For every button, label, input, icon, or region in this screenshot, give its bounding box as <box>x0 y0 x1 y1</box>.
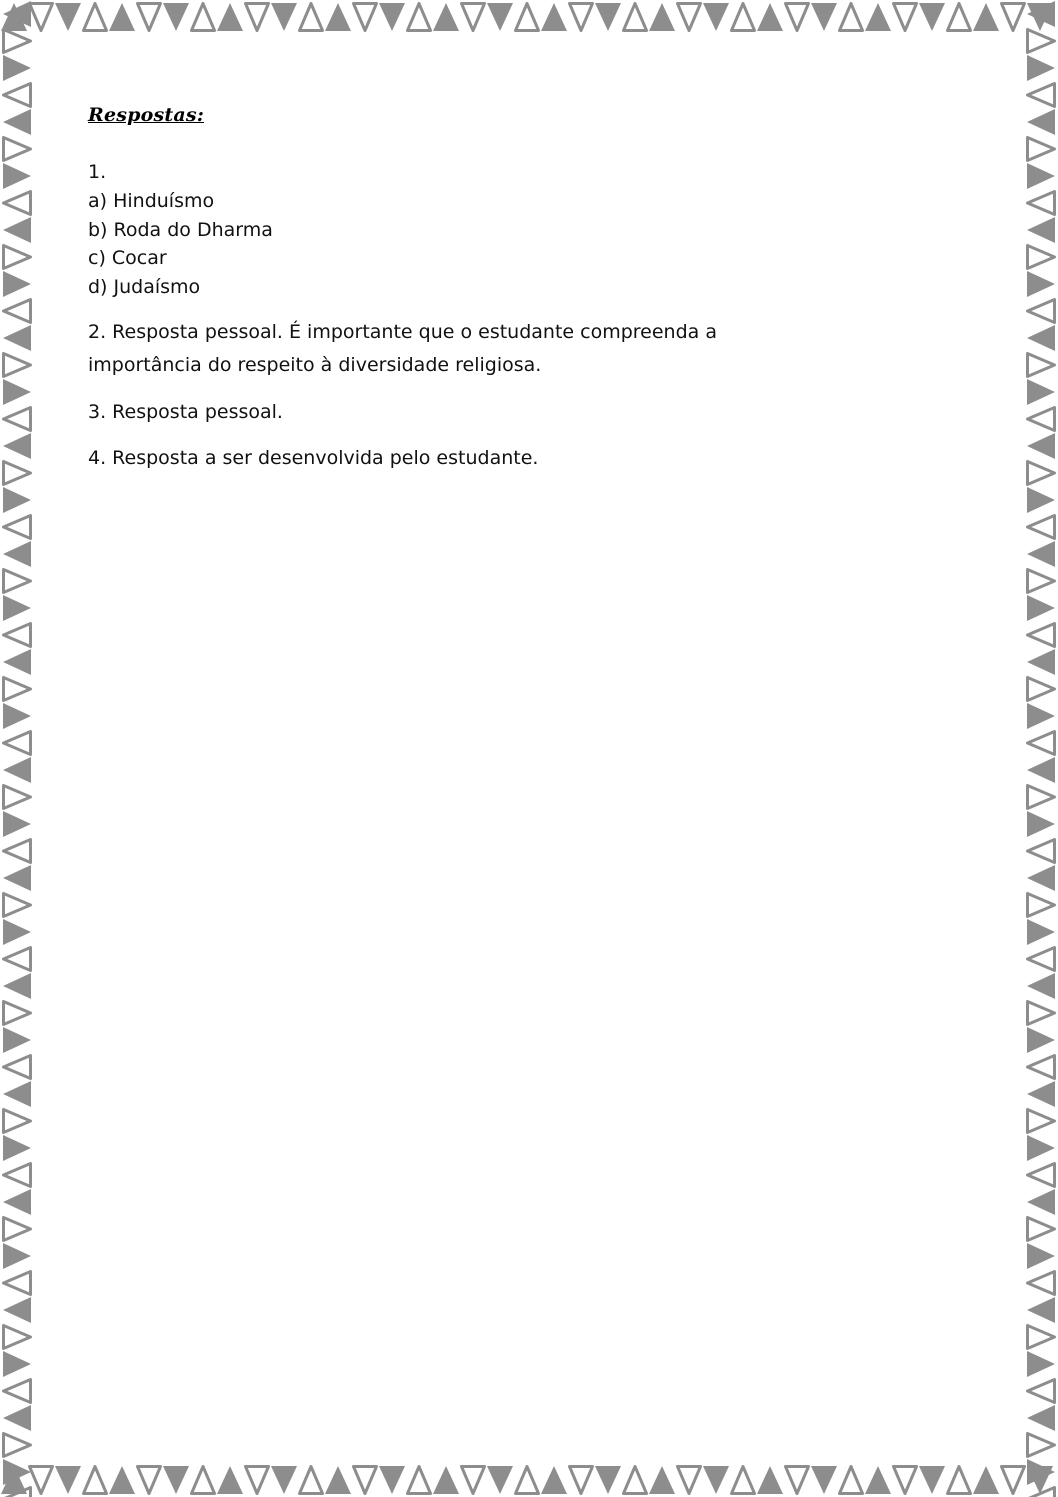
border-triangle <box>1026 82 1056 108</box>
border-triangle <box>2 1162 32 1188</box>
border-triangle <box>3 1459 31 1485</box>
border-triangle <box>460 1465 486 1495</box>
border-triangle <box>1026 514 1056 540</box>
border-triangle <box>3 919 31 945</box>
question-1-option-c: c) Cocar <box>88 247 167 270</box>
border-triangle <box>838 1465 864 1495</box>
border-triangle <box>3 1189 31 1215</box>
border-triangle <box>2 136 32 162</box>
border-triangle <box>2 244 32 270</box>
border-triangle <box>3 541 31 567</box>
border-triangle <box>649 1466 675 1494</box>
border-triangle <box>865 1466 891 1494</box>
border-triangle <box>55 1466 81 1494</box>
border-triangle <box>946 1465 972 1495</box>
border-triangle <box>784 2 810 32</box>
border-triangle <box>2 1432 32 1458</box>
border-triangle <box>1 1466 27 1494</box>
border-triangle <box>2 838 32 864</box>
border-top <box>0 0 1058 34</box>
border-triangle <box>2 514 32 540</box>
border-triangle <box>514 2 540 32</box>
border-triangle <box>298 2 324 32</box>
border-triangle <box>1027 865 1055 891</box>
border-triangle <box>1027 541 1055 567</box>
border-triangle <box>1027 1459 1055 1485</box>
border-triangle <box>3 325 31 351</box>
border-triangle <box>622 2 648 32</box>
border-triangle <box>2 406 32 432</box>
border-triangle <box>190 2 216 32</box>
border-triangle <box>244 1465 270 1495</box>
border-triangle <box>1026 1270 1056 1296</box>
border-right <box>1024 0 1058 1497</box>
border-triangle <box>2 784 32 810</box>
question-1-number: 1. <box>88 161 107 183</box>
border-triangle <box>1027 703 1055 729</box>
border-triangle <box>1027 487 1055 513</box>
border-triangle <box>3 217 31 243</box>
border-triangle <box>433 1466 459 1494</box>
border-triangle <box>892 2 918 32</box>
border-triangle <box>352 2 378 32</box>
border-triangle <box>1027 811 1055 837</box>
border-triangle <box>2 1324 32 1350</box>
border-triangle <box>1027 325 1055 351</box>
border-triangle <box>1026 406 1056 432</box>
border-triangle <box>1026 1162 1056 1188</box>
border-triangle <box>325 1466 351 1494</box>
border-triangle <box>1027 1135 1055 1161</box>
border-triangle <box>3 865 31 891</box>
border-triangle <box>2 730 32 756</box>
border-triangle <box>1027 973 1055 999</box>
border-triangle <box>1027 649 1055 675</box>
question-1-option-b: b) Roda do Dharma <box>88 218 273 241</box>
border-triangle <box>82 1465 108 1495</box>
border-triangle <box>379 3 405 31</box>
border-triangle <box>3 271 31 297</box>
border-triangle <box>1000 2 1026 32</box>
border-triangle <box>1026 1216 1056 1242</box>
border-triangle <box>1026 298 1056 324</box>
border-triangle <box>271 3 297 31</box>
border-triangle <box>568 1465 594 1495</box>
border-triangle <box>3 1405 31 1431</box>
border-triangle <box>2 1216 32 1242</box>
border-triangle <box>703 3 729 31</box>
border-triangle <box>1026 1054 1056 1080</box>
border-triangle <box>1026 1324 1056 1350</box>
border-triangle <box>622 1465 648 1495</box>
border-triangle <box>1027 379 1055 405</box>
border-triangle <box>298 1465 324 1495</box>
border-triangle <box>1027 1 1055 27</box>
border-triangle <box>1027 433 1055 459</box>
border-triangle <box>82 2 108 32</box>
border-triangle <box>3 109 31 135</box>
border-triangle <box>3 1351 31 1377</box>
border-triangle <box>2 1108 32 1134</box>
border-bottom <box>0 1463 1058 1497</box>
border-triangle <box>1026 1486 1056 1497</box>
border-triangle <box>1026 136 1056 162</box>
border-triangle <box>3 1297 31 1323</box>
border-triangle <box>1026 1000 1056 1026</box>
border-triangle <box>514 1465 540 1495</box>
border-triangle <box>892 1465 918 1495</box>
border-triangle <box>325 3 351 31</box>
border-triangle <box>784 1465 810 1495</box>
border-triangle <box>1026 28 1056 54</box>
border-triangle <box>2 1270 32 1296</box>
border-triangle <box>541 1466 567 1494</box>
border-triangle <box>1027 757 1055 783</box>
border-triangle <box>3 703 31 729</box>
border-triangle <box>1027 163 1055 189</box>
border-triangle <box>3 1081 31 1107</box>
border-triangle <box>3 433 31 459</box>
border-triangle <box>946 2 972 32</box>
border-triangle <box>1026 784 1056 810</box>
border-triangle <box>1027 1027 1055 1053</box>
border-triangle <box>1027 271 1055 297</box>
border-triangle <box>3 379 31 405</box>
border-triangle <box>460 2 486 32</box>
border-triangle <box>1027 1243 1055 1269</box>
border-triangle <box>1027 1405 1055 1431</box>
border-triangle <box>3 1027 31 1053</box>
border-triangle <box>136 2 162 32</box>
border-triangle <box>2 460 32 486</box>
border-left <box>0 0 34 1497</box>
border-triangle <box>3 595 31 621</box>
border-triangle <box>2 1486 32 1497</box>
border-triangle <box>190 1465 216 1495</box>
border-triangle <box>1027 109 1055 135</box>
border-triangle <box>568 2 594 32</box>
border-triangle <box>1000 1465 1026 1495</box>
border-triangle <box>136 1465 162 1495</box>
border-triangle <box>487 1466 513 1494</box>
border-triangle <box>676 1465 702 1495</box>
border-triangle <box>1027 919 1055 945</box>
border-triangle <box>406 1465 432 1495</box>
border-triangle <box>3 1135 31 1161</box>
border-triangle <box>163 3 189 31</box>
answers-content <box>88 104 948 475</box>
border-triangle <box>3 55 31 81</box>
border-triangle <box>811 1466 837 1494</box>
border-triangle <box>703 1466 729 1494</box>
border-triangle <box>3 1243 31 1269</box>
border-triangle <box>730 1465 756 1495</box>
border-triangle <box>1026 622 1056 648</box>
border-triangle <box>3 163 31 189</box>
border-triangle <box>28 1465 54 1495</box>
border-triangle <box>271 1466 297 1494</box>
border-triangle <box>3 757 31 783</box>
border-triangle <box>217 3 243 31</box>
border-triangle <box>487 3 513 31</box>
border-triangle <box>28 2 54 32</box>
border-triangle <box>1026 352 1056 378</box>
border-triangle <box>1027 595 1055 621</box>
border-triangle <box>811 3 837 31</box>
border-triangle <box>973 3 999 31</box>
border-triangle <box>2 28 32 54</box>
border-triangle <box>1027 1189 1055 1215</box>
border-triangle <box>1026 1378 1056 1404</box>
question-2-answer: 2. Resposta pessoal. É importante que o estudante compreenda a importância do respeito à diversidade religiosa. <box>88 321 717 376</box>
border-triangle <box>109 1466 135 1494</box>
border-triangle <box>973 1466 999 1494</box>
border-triangle <box>2 946 32 972</box>
border-triangle <box>3 811 31 837</box>
border-triangle <box>2 82 32 108</box>
border-triangle <box>2 1054 32 1080</box>
page-title: Respostas: <box>88 104 205 126</box>
border-triangle <box>676 2 702 32</box>
border-triangle <box>1027 217 1055 243</box>
border-triangle <box>163 1466 189 1494</box>
border-triangle <box>217 1466 243 1494</box>
border-triangle <box>757 3 783 31</box>
question-3-answer: 3. Resposta pessoal. <box>88 400 283 423</box>
border-triangle <box>865 3 891 31</box>
border-triangle <box>55 3 81 31</box>
border-triangle <box>1 3 27 31</box>
border-triangle <box>1026 838 1056 864</box>
question-1-option-d: d) Judaísmo <box>88 275 201 298</box>
border-triangle <box>595 1466 621 1494</box>
border-triangle <box>433 3 459 31</box>
border-triangle <box>1027 1351 1055 1377</box>
border-triangle <box>649 3 675 31</box>
border-triangle <box>3 649 31 675</box>
border-triangle <box>2 892 32 918</box>
border-triangle <box>1026 1108 1056 1134</box>
border-triangle <box>3 973 31 999</box>
border-triangle <box>2 568 32 594</box>
border-triangle <box>1026 730 1056 756</box>
border-triangle <box>2 298 32 324</box>
border-triangle <box>1027 1081 1055 1107</box>
border-triangle <box>1027 1297 1055 1323</box>
question-4-answer: 4. Resposta a ser desenvolvida pelo estudante. <box>88 447 539 470</box>
border-triangle <box>109 3 135 31</box>
border-triangle <box>2 622 32 648</box>
border-triangle <box>2 1378 32 1404</box>
border-triangle <box>1027 55 1055 81</box>
border-triangle <box>595 3 621 31</box>
border-triangle <box>2 1000 32 1026</box>
border-triangle <box>1026 676 1056 702</box>
border-triangle <box>919 3 945 31</box>
border-triangle <box>352 1465 378 1495</box>
border-triangle <box>379 1466 405 1494</box>
border-triangle <box>757 1466 783 1494</box>
border-triangle <box>919 1466 945 1494</box>
border-triangle <box>3 487 31 513</box>
border-triangle <box>2 676 32 702</box>
border-triangle <box>2 190 32 216</box>
border-triangle <box>2 352 32 378</box>
border-triangle <box>1026 460 1056 486</box>
question-1-option-a: a) Hinduísmo <box>88 190 215 213</box>
border-triangle <box>1026 946 1056 972</box>
border-triangle <box>1027 3 1053 31</box>
border-triangle <box>1026 190 1056 216</box>
border-triangle <box>838 2 864 32</box>
border-triangle <box>1026 1432 1056 1458</box>
border-triangle <box>1027 1466 1053 1494</box>
border-triangle <box>541 3 567 31</box>
border-triangle <box>730 2 756 32</box>
border-triangle <box>1026 244 1056 270</box>
border-triangle <box>244 2 270 32</box>
border-triangle <box>3 1 31 27</box>
border-triangle <box>406 2 432 32</box>
border-triangle <box>1026 568 1056 594</box>
border-triangle <box>1026 892 1056 918</box>
